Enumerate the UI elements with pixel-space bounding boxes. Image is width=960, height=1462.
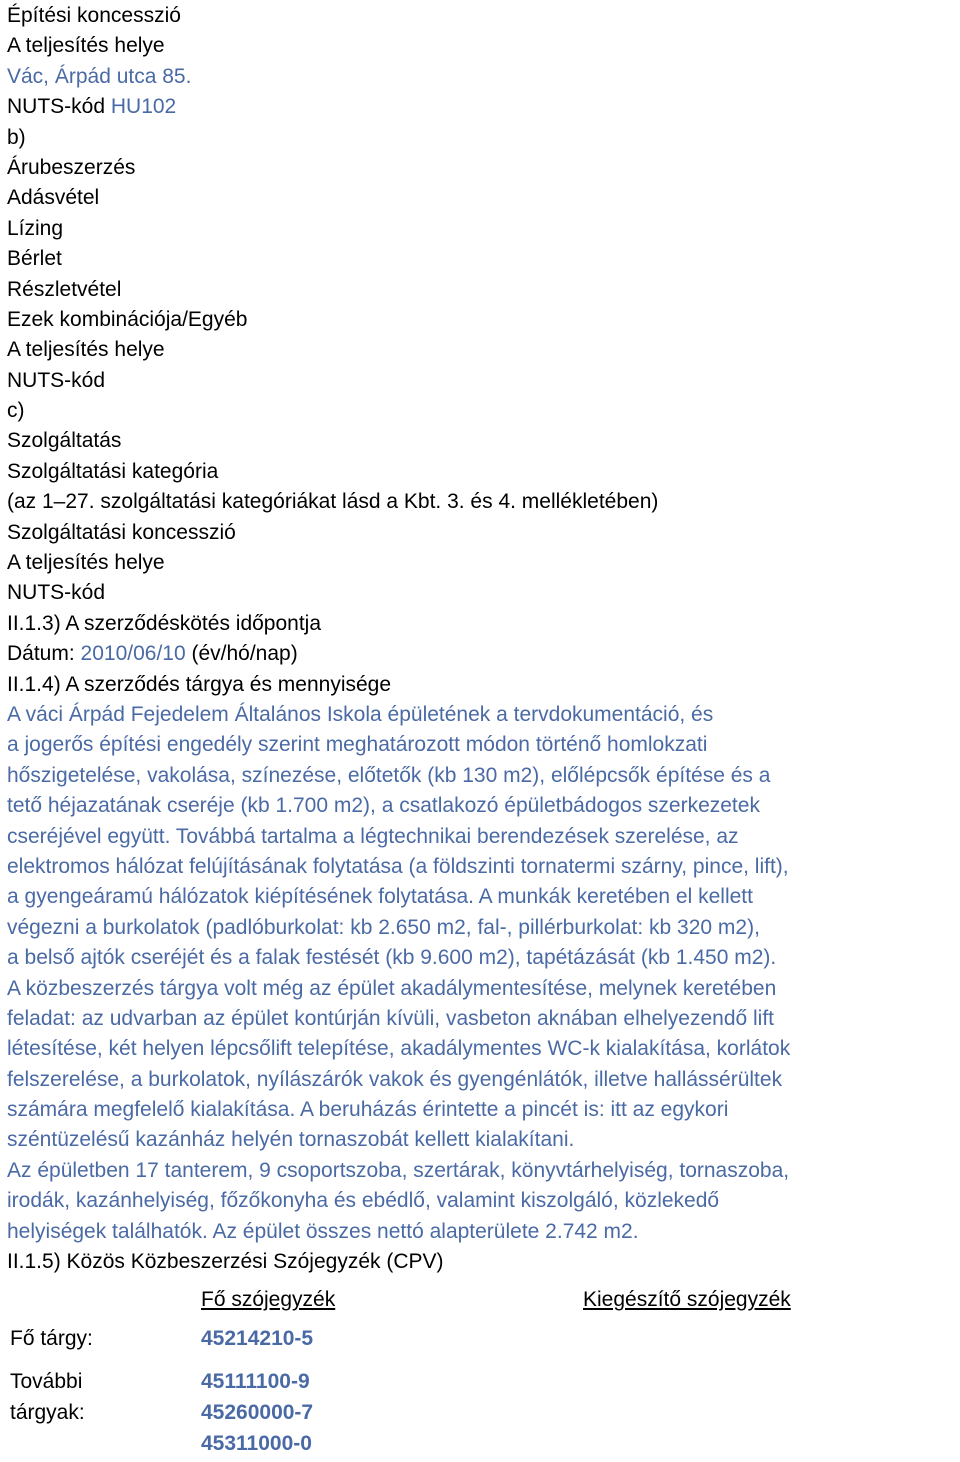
text-segment: Építési koncesszió — [7, 4, 181, 27]
text-line — [7, 1156, 957, 1186]
text-line — [7, 366, 957, 396]
text-line — [7, 1186, 957, 1216]
document-page — [7, 1, 957, 1462]
text-line — [7, 1004, 957, 1034]
text-line — [7, 578, 957, 608]
text-line — [7, 153, 957, 183]
cpv-label-line: tárgyak: — [10, 1401, 85, 1425]
text-segment: Árubeszerzés — [7, 155, 136, 179]
cpv-codes — [201, 1323, 313, 1354]
text-line — [7, 1125, 957, 1155]
text-segment: A teljesítés helye — [7, 551, 165, 575]
text-segment: Szolgáltatási koncesszió — [7, 520, 236, 544]
text-line — [7, 457, 957, 487]
cpv-code: 45311000-0 — [201, 1432, 312, 1456]
text-segment: Ezek kombinációja/Egyéb — [7, 307, 248, 331]
text-line — [7, 1095, 957, 1125]
filled-value: széntüzelésű kazánház helyén tornaszobát kellett kialakítani. — [7, 1128, 575, 1152]
text-line — [7, 518, 957, 548]
text-line — [7, 670, 957, 700]
filled-value: A váci Árpád Fejedelem Általános Iskola épületének a tervdokumentáció, és — [7, 702, 714, 726]
cpv-codes — [201, 1366, 313, 1459]
text-segment: NUTS-kód — [7, 581, 106, 605]
text-line — [7, 275, 957, 305]
text-line — [7, 822, 957, 852]
text-line — [7, 882, 957, 912]
text-line — [7, 396, 957, 426]
text-segment: b) — [7, 125, 26, 149]
text-line — [7, 700, 957, 730]
text-line — [7, 730, 957, 760]
text-line — [7, 1065, 957, 1095]
text-line — [7, 92, 957, 122]
cpv-label-line: Fő tárgy: — [10, 1327, 93, 1351]
supplementary-vocab-header: Kiegészítő szójegyzék — [583, 1288, 791, 1312]
text-segment: NUTS-kód — [7, 368, 106, 392]
text-segment: Szolgáltatási kategória — [7, 459, 219, 483]
filled-value: felszerelése, a burkolatok, nyílászárók vakok és gyengénlátók, illetve hallássérültek — [7, 1067, 783, 1091]
text-line — [7, 244, 957, 274]
text-segment: (év/hó/nap) — [185, 642, 298, 666]
text-line — [7, 761, 957, 791]
cpv-code: 45214210-5 — [201, 1327, 314, 1351]
filled-value: Vác, Árpád utca 85. — [7, 64, 192, 88]
filled-value: végezni a burkolatok (padlóburkolat: kb 2.650 m2, fal-, pillérburkolat: kb 320 m2), — [7, 915, 760, 939]
filled-value: A közbeszerzés tárgya volt még az épület akadálymentesítése, melynek keretében — [7, 976, 777, 1000]
text-segment: Bérlet — [7, 247, 62, 271]
text-segment: II.1.4) A szerződés tárgya és mennyisége — [7, 672, 392, 696]
filled-value: tető héjazatának cseréje (kb 1.700 m2), a csatlakozó épületbádogos szerkezetek — [7, 794, 760, 818]
text-line — [7, 1, 957, 31]
text-segment: Adásvétel — [7, 186, 100, 210]
cpv-row-label — [10, 1323, 200, 1354]
text-line — [7, 1247, 957, 1277]
text-line — [7, 487, 957, 517]
cpv-code: 45260000-7 — [201, 1401, 314, 1425]
text-segment: Dátum: — [7, 642, 81, 666]
filled-value: számára megfelelő kialakítása. A beruházás érintette a pincét is: itt az egykori — [7, 1098, 729, 1122]
cpv-code: 45111100-9 — [201, 1370, 310, 1394]
text-line — [7, 791, 957, 821]
cpv-row-main — [7, 1323, 957, 1360]
text-line — [7, 426, 957, 456]
text-line — [7, 974, 957, 1004]
text-line — [7, 852, 957, 882]
main-vocab-header: Fő szójegyzék — [201, 1288, 336, 1312]
document-body — [7, 1, 957, 1277]
text-segment: Szolgáltatás — [7, 429, 122, 453]
filled-value: hőszigetelése, vakolása, színezése, előtetők (kb 130 m2), előlépcsők építése és a — [7, 763, 771, 787]
filled-value: HU102 — [110, 95, 177, 119]
text-line — [7, 1217, 957, 1247]
text-line — [7, 548, 957, 578]
text-segment: NUTS-kód — [7, 95, 111, 119]
cpv-header-row — [7, 1283, 957, 1317]
filled-value: helyiségek találhatók. Az épület összes nettó alapterülete 2.742 m2. — [7, 1219, 639, 1243]
text-line — [7, 639, 957, 669]
text-line — [7, 123, 957, 153]
text-segment: II.1.3) A szerződéskötés időpontja — [7, 611, 322, 635]
text-line — [7, 305, 957, 335]
text-segment: Lízing — [7, 216, 64, 240]
text-segment: c) — [7, 399, 25, 423]
text-line — [7, 183, 957, 213]
text-line — [7, 943, 957, 973]
text-line — [7, 62, 957, 92]
filled-value: cseréjével együtt. Továbbá tartalma a légtechnikai berendezések szerelése, az — [7, 824, 739, 848]
filled-value: irodák, kazánhelyiség, főzőkonyha és ebédlő, valamint kiszolgáló, közlekedő — [7, 1189, 720, 1213]
filled-value: 2010/06/10 — [80, 642, 186, 666]
text-line — [7, 609, 957, 639]
filled-value: feladat: az udvarban az épület kontúrján kívüli, vasbeton aknában elhelyezendő lift — [7, 1006, 775, 1030]
cpv-label-line: További — [10, 1370, 83, 1394]
text-segment: Részletvétel — [7, 277, 122, 301]
text-segment: A teljesítés helye — [7, 34, 165, 58]
cpv-row-label — [10, 1366, 200, 1428]
text-segment: (az 1–27. szolgáltatási kategóriákat lásd a Kbt. 3. és 4. mellékletében) — [7, 490, 659, 514]
filled-value: elektromos hálózat felújításának folytatása (a földszinti tornatermi szárny, pince, lift), — [7, 854, 789, 878]
text-line — [7, 913, 957, 943]
filled-value: a jogerős építési engedély szerint meghatározott módon történő homlokzati — [7, 733, 708, 757]
text-segment: II.1.5) Közös Közbeszerzési Szójegyzék (CPV) — [7, 1250, 444, 1274]
text-line — [7, 31, 957, 61]
filled-value: a belső ajtók cseréjét és a falak festését (kb 9.600 m2), tapétázását (kb 1.450 m2). — [7, 946, 777, 970]
cpv-row-additional — [7, 1366, 957, 1462]
filled-value: a gyengeáramú hálózatok kiépítésének folytatása. A munkák keretében el kellett — [7, 885, 753, 909]
text-line — [7, 214, 957, 244]
filled-value: Az épületben 17 tanterem, 9 csoportszoba, szertárak, könyvtárhelyiség, tornaszoba, — [7, 1158, 790, 1182]
text-line — [7, 335, 957, 365]
text-line — [7, 1034, 957, 1064]
text-segment: A teljesítés helye — [7, 338, 165, 362]
filled-value: létesítése, két helyen lépcsőlift telepítése, akadálymentes WC-k kialakítása, korlátok — [7, 1037, 791, 1061]
